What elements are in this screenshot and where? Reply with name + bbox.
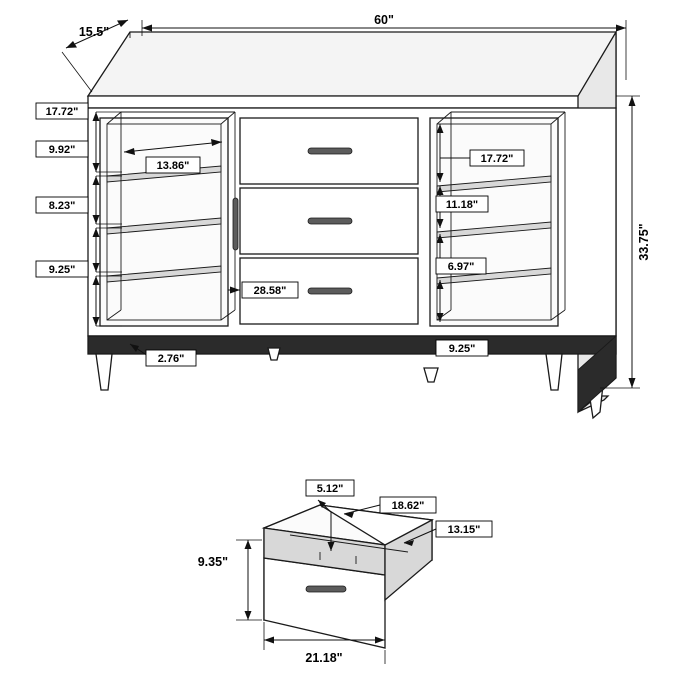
label-drawer-21-18: 21.18" bbox=[305, 651, 343, 665]
label-left-shelf-width: 13.86" bbox=[156, 160, 190, 172]
label-overall-height: 33.75" bbox=[637, 223, 651, 261]
drawer-handle-top[interactable] bbox=[308, 148, 352, 154]
drawer-handle-middle[interactable] bbox=[308, 218, 352, 224]
label-center-drawer-width: 28.58" bbox=[253, 285, 287, 297]
label-right-17-72: 17.72" bbox=[480, 153, 514, 165]
label-left-17-72: 17.72" bbox=[45, 106, 79, 118]
label-right-9-25: 9.25" bbox=[448, 343, 476, 355]
label-overall-width: 60" bbox=[374, 13, 394, 27]
right-cabinet-opening bbox=[430, 118, 558, 326]
cabinet-top-surface bbox=[88, 32, 616, 96]
label-overall-depth: 15.5" bbox=[78, 25, 110, 39]
label-drawer-5-12: 5.12" bbox=[316, 483, 344, 495]
drawer-handle-bottom[interactable] bbox=[308, 288, 352, 294]
dimension-drawer-9-35 bbox=[198, 540, 262, 620]
label-left-9-92: 9.92" bbox=[48, 144, 76, 156]
drawer-detail-handle[interactable] bbox=[306, 586, 346, 592]
leg-center-right bbox=[424, 368, 438, 382]
label-drawer-18-62: 18.62" bbox=[391, 500, 425, 512]
main-cabinet-view bbox=[36, 13, 651, 418]
cabinet-top-edge bbox=[88, 96, 616, 108]
left-door-handle[interactable] bbox=[233, 198, 238, 250]
label-right-6-97: 6.97" bbox=[447, 261, 475, 273]
label-leg-height: 2.76" bbox=[157, 353, 185, 365]
leg-front-right bbox=[546, 354, 562, 390]
leg-front-left bbox=[96, 354, 112, 390]
label-drawer-13-15: 13.15" bbox=[447, 524, 481, 536]
label-left-8-23: 8.23" bbox=[48, 200, 76, 212]
label-right-11-18: 11.18" bbox=[445, 199, 479, 211]
label-drawer-9-35: 9.35" bbox=[197, 555, 228, 569]
drawer-detail-view bbox=[198, 480, 492, 665]
label-left-9-25: 9.25" bbox=[48, 264, 76, 276]
leg-center-left bbox=[268, 348, 280, 360]
